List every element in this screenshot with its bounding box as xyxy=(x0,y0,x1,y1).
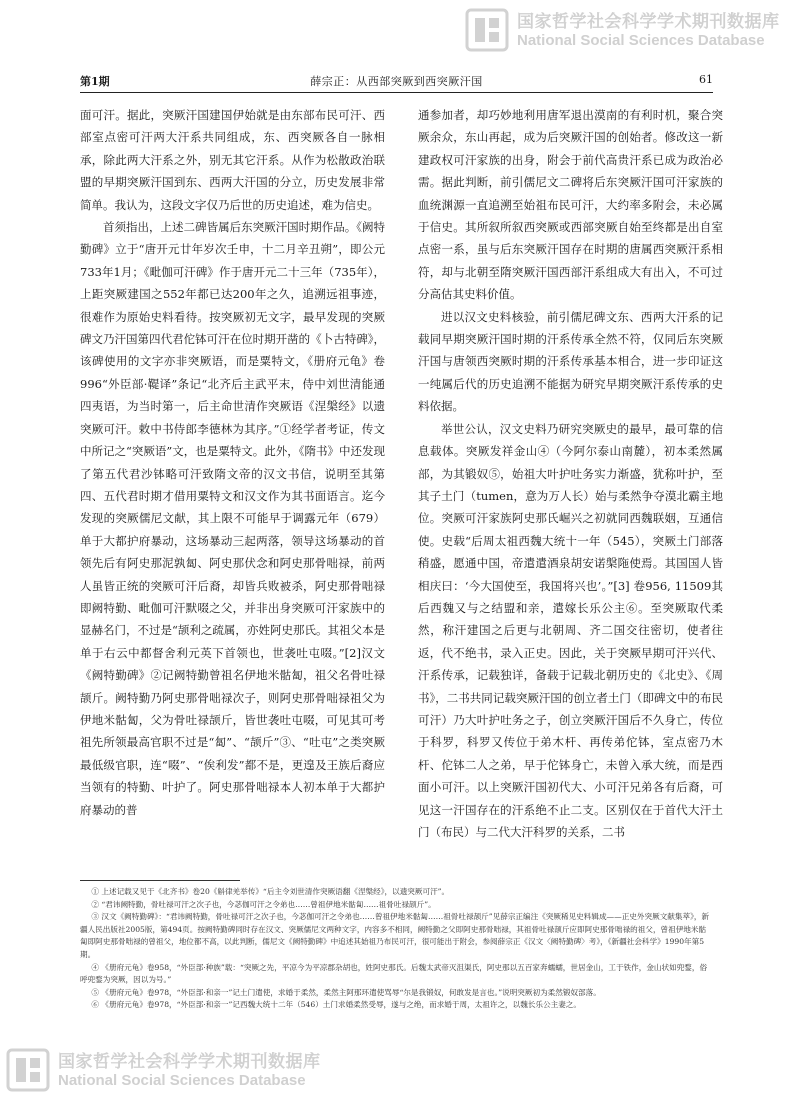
nssd-logo-icon xyxy=(6,1048,50,1092)
issue-number: 第1期 xyxy=(80,75,110,88)
paragraph: 进以汉文史料核验，前引儒尼碑文东、西两大汗系的记载同早期突厥汗国时期的汗系传承全然不符，仅同后东突厥汗国与唐领西突厥时期的汗系传承基本相合，进一步印证这一纯属后代的历史追溯不能据为研究早期突厥汗系传承的史料依据。 xyxy=(418,309,723,414)
paragraph: 举世公认，汉文史料乃研究突厥史的最早，最可靠的信息载体。突厥发祥金山④（今阿尔泰山南麓），初本柔然属部，为其锻奴⑤，始祖大叶护吐务实力渐盛，犹称叶护，至其子土门（tumen，意为万人长）始与柔然争夺漠北霸主地位。突厥可汗家族阿史那氏崛兴之初就同西魏联姻，互通信使。史载“后周太祖西魏大统十一年（545），突厥土门部落稍盛，愿通中国，帝遣遣酒泉胡安诺槃陁使焉。其国国人皆相庆曰：‘今大国使至，我国将兴也’。”[3] 卷956, 11509其后西魏又与之结盟和亲，遣嫁长乐公主⑥。至突厥取代柔然，称汗建国之后更与北朝周、齐二国交往密切，使者往返，代不绝书，录入正史。因此，关于突厥早期可汗兴代、汗系传承，记载独详，备载于记载北朝历史的《北史》、《周书》，二书共同记载突厥汗国的创立者土门（即碑文中的布民可汗）乃大叶护吐务之子，创立突厥汗国后不久身亡，传位于科罗，科罗又传位于弟木杆、再传弟佗钵，室点密乃木杆、佗钵二人之弟，早于佗钵身亡，未曾入承大统，而是西面小可汗。以上突厥汗国初代大、小可汗兄弟各有后裔，可见这一汗国存在的汗系绝不止二支。区别仅在于首代大汗土门（布民）与二代大汗科罗的关系，二书 xyxy=(418,421,723,839)
footnote: ① 上述记载又见于《北齐书》卷20《斛律羌举传》“后主令刘世清作突厥语翻《涅槃经》，以遗突厥可汗”。 xyxy=(91,887,450,896)
footnote: ④ 《册府元龟》卷958，“外臣部·种族”载：“突厥之先，平凉今为平凉郡杂胡也，姓阿史那氏。后魏太武帝灭沮渠氏，阿史那以五百家奔蠕蠕，世居金山，工于铁作，金山状如兜鍪，俗呼兜鍪为突厥，因以为号。” xyxy=(80,962,708,985)
header-rule xyxy=(80,92,713,93)
nssd-logo-icon xyxy=(465,8,509,52)
footnote: ⑥ 《册府元龟》卷978，“外臣部·和亲一”记西魏大统十二年（546）土门求婚柔然受辱，遂与之绝，而求婚于周，太祖许之，以魏长乐公主妻之。 xyxy=(91,1000,581,1010)
watermark-bottom xyxy=(6,1046,346,1098)
watermark-en: National Social Sciences Database xyxy=(58,1072,306,1089)
paragraph: 面可汗。据此，突厥汗国建国伊始就是由东部布民可汗、西部室点密可汗两大汗系共同组成，东、西突厥各自一脉相承，除此两大汗系之外，别无其它汗系。从作为松散政治联盟的早期突厥汗国到东、西两大汗国的分立，历史发展非常简单。我认为，这段文字仅乃后世的历史追述，难为信史。 xyxy=(80,108,385,212)
watermark-en: National Social Sciences Database xyxy=(517,32,765,49)
watermark-cn: 国家哲学社会科学学术期刊数据库 xyxy=(58,1052,321,1072)
right-column xyxy=(418,104,723,843)
paragraph: 首须指出，上述二碑皆属后东突厥汗国时期作品。《阙特勤碑》立于“唐开元廿年岁次壬申，十二月辛丑朔”，即公元733年1月；《毗伽可汗碑》作于唐开元二十三年（735年），上距突厥建国之552年都已达200年之久，追溯远祖事迹，很难作为原始史料看待。按突厥初无文字，最早发现的突厥碑文乃汗国第四代君佗钵可汗在位时期开凿的《卜古特碑》，该碑使用的文字亦非突厥语，而是粟特文，《册府元龟》卷996“外臣部·鞮译”条记“北齐后主武平末，侍中刘世清能通四夷语，为当时第一，后主命世清作突厥语《涅槃经》以遗突厥可汗。敕中书侍郎李德林为其序。”①经学者考证，传文中所记之“突厥语”文，也是粟特文。此外，《隋书》中还发现了第五代君沙钵略可汗致隋文帝的汉文书信，说明至其第四、五代君时期才借用粟特文和汉文作为其书面语言。迄今发现的突厥儒尼文献，其上限不可能早于调露元年（679）单于大都护府暴动，这场暴动三起两落，领导这场暴动的首领先后有阿史那泥孰匐、阿史那伏念和阿史那骨咄禄，前两人虽皆正统的突厥可汗后裔，却皆兵败被杀，阿史那骨咄禄即阙特勤、毗伽可汗默啜之父，并非出身突厥可汗家族中的显赫名门，不过是“颉利之疏属，亦姓阿史那氏。其祖父本是单于右云中都督舍利元英下首领也，世袭吐屯啜。”[2]汉文《阙特勤碑》②记阙特勤曾祖名伊地米骷匐，祖父名骨吐禄颉斤。阙特勤乃阿史那骨咄禄次子，则阿史那骨咄禄祖父为伊地米骷匐，父为骨吐禄颉斤，皆世袭吐屯啜，可见其可考祖先所领最高官职不过是“匐”、“颉斤”③、“吐屯”之类突厥最低级官职，连“啜”、“俟利发”都不是，更遑及王族后裔应当领有的特勤、叶护了。阿史那骨咄禄本人初本单于大都护府暴动的普 xyxy=(80,220,386,817)
page-number: 61 xyxy=(699,73,713,86)
footnote-rule xyxy=(80,880,240,881)
footnote: ② “君讳阙特勤，骨吐禄可汗之次子也，今苾伽可汗之令弟也……曾祖伊地米骷匐……祖骨吐禄颉斤”。 xyxy=(91,899,436,909)
left-column xyxy=(80,104,385,821)
running-header xyxy=(80,70,713,92)
watermark-cn: 国家哲学社会科学学术期刊数据库 xyxy=(517,12,780,32)
paragraph: 通参加者，却巧妙地利用唐军退出漠南的有利时机，聚合突厥余众，东山再起，成为后突厥汗国的创始者。修改这一新建政权可汗家族的出身，附会于前代高贵汗系已成为政治必需。据此判断，前引儒尼文二碑将后东突厥汗国可汗家族的血统渊源一直追溯至始祖布民可汗，大约率多附会，未必属于信史。其所叙所叙西突厥或西部突厥自始至终都是出自室点密一系，虽与后东突厥汗国存在时期的唐属西突厥汗系相符，却与北朝至隋突厥汗国西部汗系组成大有出入，不可过分高估其史料价值。 xyxy=(418,108,723,302)
article-running-title: 薛宗正：从西部突厥到西突厥汗国 xyxy=(310,75,483,88)
footnote: ③ 汉文《阙特勤碑》：“君讳阙特勤，骨吐禄可汗之次子也，今苾伽可汗之令弟也……曾祖伊地米骷匐……祖骨吐禄颉斤”见薛宗正编注《突厥稀见史料辑成——正史外突厥文献集萃》，新疆人民出版社2005版，第494页。按阙特勤碑同时存在汉文、突厥儒尼文两种文字，内容多不相同，阙特勤之父即阿史那骨咄禄，其祖骨吐禄颉斤应即阿史那骨咄禄的祖父，曾祖伊地米骷匐即阿史那骨咄禄的曾祖父，地位都不高，以此判断，儒尼文《阙特勤碑》中追述其始祖乃布民可汗，很可能出于附会，参阅薛宗正《汉文〈阙特勤碑〉考》，《新疆社会科学》1990年第5期。 xyxy=(80,912,710,959)
watermark-top xyxy=(465,6,805,58)
footnote: ⑤ 《册府元龟》卷978，“外臣部·和亲一”记土门遣使，求婚于柔然，柔然主阿那环遣使骂辱“尔是我锻奴，何敢发是言也。”说明突厥初为柔然锻奴部落。 xyxy=(91,987,601,997)
footnotes xyxy=(80,886,713,1012)
